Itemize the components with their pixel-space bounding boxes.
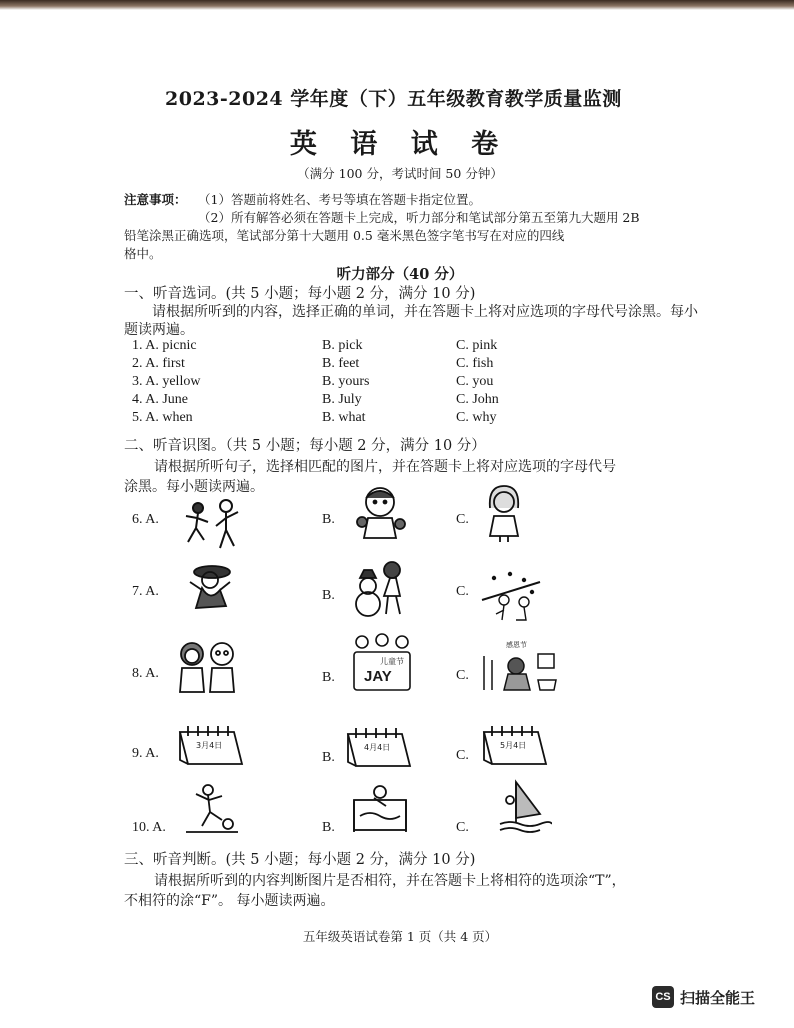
q4-option-b: B. July — [322, 392, 362, 407]
q10-label-b: B. — [322, 820, 335, 835]
calendar-march-4-picture — [176, 720, 246, 770]
q5-option-c: C. why — [456, 410, 497, 425]
q10-label-c: C. — [456, 820, 469, 835]
q9-label-a: 9. A. — [132, 746, 159, 761]
q3-option-b: B. yours — [322, 374, 370, 389]
windsurfing-picture — [496, 778, 552, 834]
exam-title: 2023-2024 学年度（下）五年级教育教学质量监测 — [165, 88, 622, 110]
snowman-picture — [350, 556, 412, 618]
part3-instruction-line-2: 不相符的涂“F”。 每小题读两遍。 — [124, 893, 335, 909]
q8-label-b: B. — [322, 670, 335, 685]
grandparents-picture — [176, 638, 244, 694]
childrens-day-sign: 儿童节 — [380, 657, 404, 666]
notes-item-1: （1）答题前将姓名、考号等填在答题卡指定位置。 — [198, 192, 481, 207]
calendar-may-4-picture — [480, 720, 550, 770]
q5-option-a: 5. A. when — [132, 410, 193, 425]
calendar-c-date: 5月4日 — [500, 741, 527, 750]
exam-subtitle: （满分 100 分，考试时间 50 分钟） — [297, 166, 503, 181]
childrens-day-picture — [350, 632, 414, 692]
page-footer: 五年级英语试卷第 1 页（共 4 页） — [302, 929, 498, 944]
notes-item-2-line-1: （2）所有解答必须在答题卡上完成，听力部分和笔试部分第五至第九大题用 2B — [198, 210, 640, 225]
q1-option-a: 1. A. picnic — [132, 338, 197, 353]
q8-label-a: 8. A. — [132, 666, 159, 681]
q2-option-a: 2. A. first — [132, 356, 185, 371]
camscanner-label: 扫描全能王 — [680, 989, 756, 1007]
girl-with-flowers-picture — [350, 482, 410, 542]
q2-option-c: C. fish — [456, 356, 494, 371]
swimming-pool-picture — [350, 782, 414, 834]
q7-label-c: C. — [456, 584, 469, 599]
camscanner-logo-icon: CS — [652, 986, 674, 1008]
q9-label-c: C. — [456, 748, 469, 763]
festival-sign: 感恩节 — [506, 641, 527, 649]
q6-label-c: C. — [456, 512, 469, 527]
jay-sign: JAY — [364, 668, 392, 685]
dancing-girl-picture — [182, 562, 238, 614]
calendar-april-4-picture — [344, 722, 414, 772]
q4-option-c: C. John — [456, 392, 499, 407]
part2-instruction-line-1: 请根据所听句子，选择相匹配的图片，并在答题卡上将对应选项的字母代号 — [154, 459, 616, 475]
q10-label-a: 10. A. — [132, 820, 166, 835]
exam-page — [110, 70, 698, 970]
q6-label-a: 6. A. — [132, 512, 159, 527]
part2-heading: 二、听音识图。（共 5 小题；每小题 2 分，满分 10 分） — [124, 438, 486, 454]
q5-option-b: B. what — [322, 410, 366, 425]
notes-label: 注意事项： — [124, 192, 187, 207]
camscanner-badge — [652, 986, 755, 1008]
q7-label-a: 7. A. — [132, 584, 159, 599]
part3-heading: 三、听音判断。(共 5 小题；每小题 2 分，满分 10 分) — [124, 852, 476, 868]
q8-label-c: C. — [456, 668, 469, 683]
part1-heading: 一、听音选词。(共 5 小题；每小题 2 分，满分 10 分) — [124, 286, 476, 302]
listening-section-title: 听力部分（40 分） — [336, 266, 464, 283]
q4-option-a: 4. A. June — [132, 392, 188, 407]
autumn-scene-picture — [480, 570, 550, 622]
girl-picture — [480, 482, 528, 542]
scan-top-edge — [0, 0, 794, 10]
notes-item-2-line-3: 格中。 — [124, 246, 162, 261]
running-kids-picture — [182, 498, 246, 552]
q3-option-a: 3. A. yellow — [132, 374, 201, 389]
notes-item-2-line-2: 铅笔涂黑正确选项，笔试部分第十大题用 0.5 毫米黑色签字笔书写在对应的四线 — [124, 228, 565, 243]
q3-option-c: C. you — [456, 374, 494, 389]
part1-instruction-line-2: 题读两遍。 — [124, 322, 194, 338]
q6-label-b: B. — [322, 512, 335, 527]
calendar-b-date: 4月4日 — [364, 743, 391, 752]
festival-picture — [480, 636, 564, 692]
q7-label-b: B. — [322, 588, 335, 603]
calendar-a-date: 3月4日 — [196, 741, 223, 750]
q2-option-b: B. feet — [322, 356, 360, 371]
football-player-picture — [182, 782, 242, 834]
q1-option-b: B. pick — [322, 338, 363, 353]
q1-option-c: C. pink — [456, 338, 498, 353]
part1-instruction-line-1: 请根据所听到的内容，选择正确的单词，并在答题卡上将对应选项的字母代号涂黑。每小 — [152, 304, 698, 320]
part2-instruction-line-2: 涂黑。每小题读两遍。 — [124, 479, 264, 495]
part3-instruction-line-1: 请根据所听到的内容判断图片是否相符，并在答题卡上将相符的选项涂“T”， — [154, 873, 626, 889]
subject-title: 英 语 试 卷 — [289, 129, 511, 160]
q9-label-b: B. — [322, 750, 335, 765]
